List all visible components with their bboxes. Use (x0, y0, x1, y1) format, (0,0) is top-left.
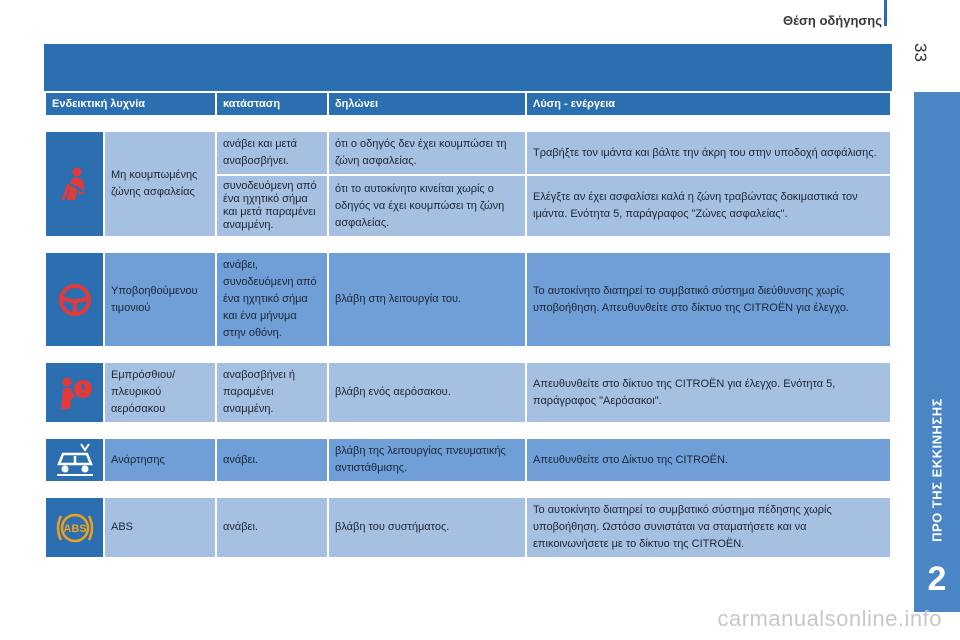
abs-icon-label: ABS (62, 522, 87, 535)
icon-cell (46, 253, 103, 346)
light-name: Εμπρόσθιου/ πλευρικού αερόσακου (105, 363, 215, 422)
column-header-state: κατάσταση (217, 93, 327, 115)
column-header-light: Ενδεικτική λυχνία (46, 93, 215, 115)
light-name: Μη κουμπωμένης ζώνης ασφαλείας (105, 132, 215, 236)
state-cell: ανάβει και μετά αναβοσβήνει. (217, 132, 327, 174)
header-divider (884, 0, 887, 26)
state-cell: συνοδευόμενη από ένα ηχητικό σήμα και μετά παραμένει αναμμένη. (217, 176, 327, 236)
state-cell: ανάβει, συνοδευόμενη από ένα ηχητικό σήμα και ένα μήνυμα στην οθόνη. (217, 253, 327, 346)
light-name: Ανάρτησης (105, 439, 215, 481)
action-cell: Ελέγξτε αν έχει ασφαλίσει καλά η ζώνη τραβώντας δοκιμαστικά τον ιμάντα. Ενότητα 5, παράγραφος "Ζώνες ασφαλείας". (527, 176, 890, 236)
means-cell: βλάβη ενός αερόσακου. (329, 363, 525, 422)
row-spacer (46, 483, 890, 496)
light-name: Υποβοηθούμενου τιμονιού (105, 253, 215, 346)
row-spacer (46, 348, 890, 361)
airbag-icon (53, 373, 97, 413)
column-header-action: Λύση - ενέργεια (527, 93, 890, 115)
action-cell: Απευθυνθείτε στο δίκτυο της CITROËN για έλεγχο. Ενότητα 5, παράγραφος "Αερόσακοι". (527, 363, 890, 422)
side-chapter-number: 2 (927, 560, 947, 598)
table-row (46, 132, 890, 174)
icon-cell (46, 439, 103, 481)
row-spacer (46, 424, 890, 437)
action-cell: Το αυτοκίνητο διατηρεί το συμβατικό σύστημα πέδησης χωρίς υποβοήθηση. Ωστόσο συνιστάται να σταματήσετε και να επικοινωνήσετε με το δίκτυο της CITROËN. (527, 498, 890, 557)
means-cell: ότι ο οδηγός δεν έχει κουμπώσει τη ζώνη ασφαλείας. (329, 132, 525, 174)
action-cell: Απευθυνθείτε στο Δίκτυο της CITROËN. (527, 439, 890, 481)
row-spacer (46, 238, 890, 251)
page-number: 33 (911, 43, 930, 62)
seatbelt-warning-icon (53, 164, 97, 204)
action-cell: Το αυτοκίνητο διατηρεί το συμβατικό σύστημα διεύθυνσης χωρίς υποβοήθηση. Απευθυνθείτε στο δίκτυο της CITROËN για έλεγχο. (527, 253, 890, 346)
page-header-title: Θέση οδήγησης (783, 13, 882, 28)
watermark-text: carmanualsonline.info (717, 606, 942, 631)
state-cell: ανάβει. (217, 439, 327, 481)
means-cell: βλάβη της λειτουργίας πνευματικής αντιστάθμισης. (329, 439, 525, 481)
table-row (46, 363, 890, 422)
means-cell: ότι το αυτοκίνητο κινείται χωρίς ο οδηγός να έχει κουμπώσει τη ζώνη ασφαλείας. (329, 176, 525, 236)
side-chapter-title: ΠΡΟ ΤΗΣ ΕΚΚΙΝΗΣΗΣ (929, 398, 945, 542)
row-spacer (46, 117, 890, 130)
state-cell: ανάβει. (217, 498, 327, 557)
steering-wheel-icon (53, 280, 97, 320)
suspension-icon (53, 440, 97, 480)
abs-icon (53, 508, 97, 548)
means-cell: βλάβη του συστήματος. (329, 498, 525, 557)
table-banner (44, 44, 892, 91)
warning-lights-table (44, 91, 892, 559)
icon-cell (46, 132, 103, 236)
state-cell: αναβοσβήνει ή παραμένει αναμμένη. (217, 363, 327, 422)
means-cell: βλάβη στη λειτουργία του. (329, 253, 525, 346)
light-name: ABS (105, 498, 215, 557)
column-header-means: δηλώνει (329, 93, 525, 115)
icon-cell (46, 363, 103, 422)
icon-cell (46, 498, 103, 557)
table-row (46, 498, 890, 557)
action-cell: Τραβήξτε τον ιμάντα και βάλτε την άκρη του στην υποδοχή ασφάλισης. (527, 132, 890, 174)
table-header-row (46, 93, 890, 115)
table-row (46, 439, 890, 481)
table-row (46, 253, 890, 346)
